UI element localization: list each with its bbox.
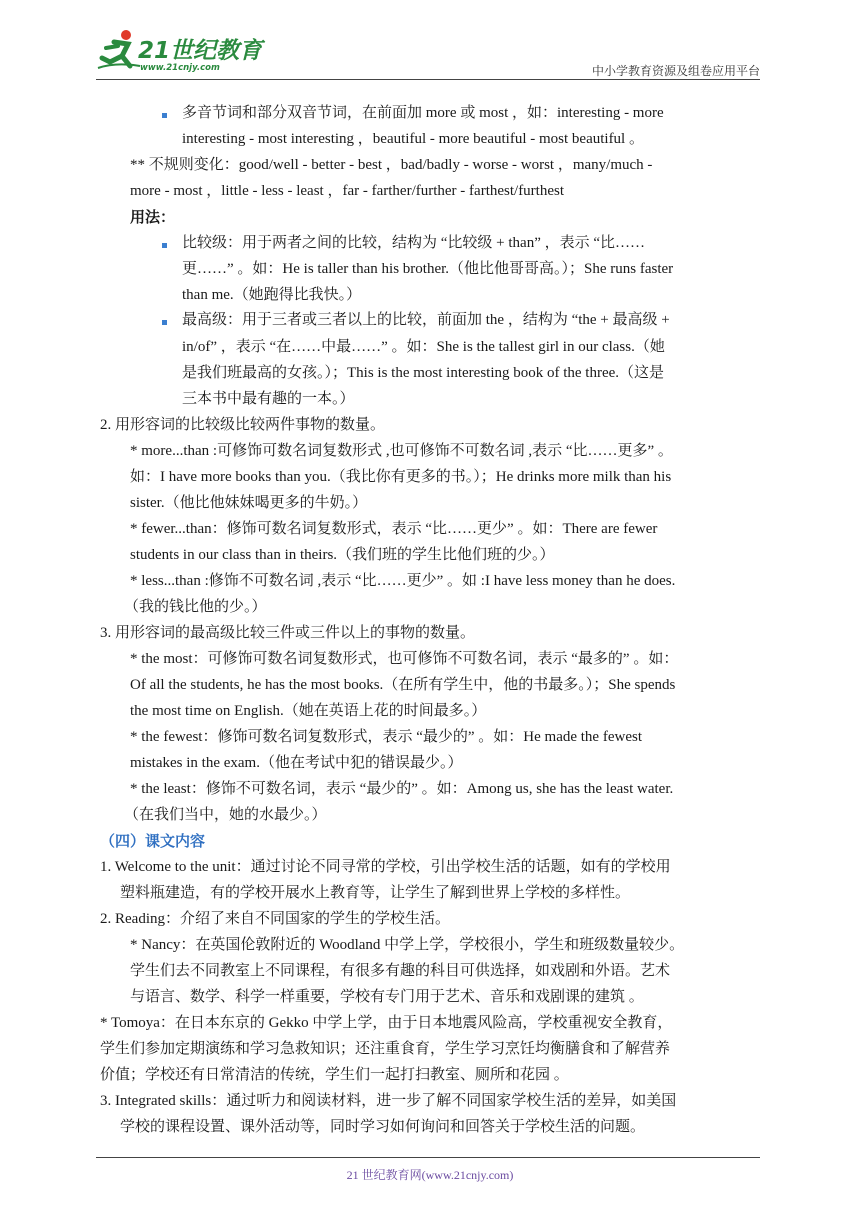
logo-url: www.21cnjy.com: [140, 63, 220, 73]
text-line: Of all the students, he has the most books.（在所有学生中，他的书最多。）；She spends: [130, 677, 676, 693]
header-divider: [96, 79, 760, 80]
bullet-icon: [162, 243, 167, 248]
text-line: 学校的课程设置、课外活动等，同时学习如何询问和回答关于学校生活的问题。: [120, 1119, 646, 1135]
text-line: 价值；学校还有日常清洁的传统，学生们一起打扫教室、厕所和花园 。: [100, 1067, 569, 1083]
text-line: * more...than :可修饰可数名词复数形式 ,也可修饰不可数名词 ,表示 “比……更多” 。: [130, 443, 673, 459]
bullet-icon: [162, 320, 167, 325]
text-line: 更……” 。如：He is taller than his brother.（他比他哥哥高。）；She runs faster: [182, 261, 674, 277]
bullet-icon: [162, 113, 167, 118]
text-line: * Tomoya：在日本东京的 Gekko 中学上学，由于日本地震风险高，学校重视安全教育，: [100, 1015, 673, 1031]
text-line: 三本书中最有趣的一本。）: [182, 391, 355, 407]
text-line: in/of” ，表示 “在……中最……” 。如：She is the tallest girl in our class.（她: [182, 339, 665, 355]
numbered-item: 2. Reading：介绍了来自不同国家的学生的学校生活。: [100, 911, 450, 927]
text-line: mistakes in the exam.（他在考试中犯的错误最少。）: [130, 755, 463, 771]
text-line: ** 不规则变化：good/well - better - best ，bad/badly - worse - worst ，many/much -: [130, 157, 653, 173]
text-line: 是我们班最高的女孩。）；This is the most interesting book of the three.（这是: [182, 365, 665, 381]
text-line: * fewer...than：修饰可数名词复数形式，表示 “比……更少” 。如：There are fewer: [130, 521, 658, 537]
text-line: （在我们当中，她的水最少。）: [124, 807, 327, 823]
page-footer: 21 世纪教育网(www.21cnjy.com): [346, 1168, 514, 1182]
header-tagline: 中小学教育资源及组卷应用平台: [591, 64, 760, 78]
footer-divider: [96, 1157, 760, 1158]
text-line: * Nancy：在英国伦敦附近的 Woodland 中学上学，学校很小，学生和班级数量较少。: [130, 937, 685, 953]
text-line: 最高级：用于三者或三者以上的比较，前面加 the ，结构为 “the + 最高级 +: [182, 312, 670, 328]
text-line: （我的钱比他的少。）: [124, 599, 267, 615]
numbered-item: 1. Welcome to the unit：通过讨论不同寻常的学校，引出学校生活的话题，如有的学校用: [100, 859, 671, 875]
numbered-item: 3. Integrated skills：通过听力和阅读材料，进一步了解不同国家学校生活的差异，如美国: [100, 1093, 677, 1109]
section-heading: （四）课文内容: [100, 832, 206, 850]
text-line: * the fewest：修饰可数名词复数形式，表示 “最少的” 。如：He made the fewest: [130, 729, 642, 745]
text-line: 比较级：用于两者之间的比较，结构为 “比较级 + than” ，表示 “比……: [182, 235, 646, 251]
numbered-item: 2. 用形容词的比较级比较两件事物的数量。: [100, 417, 386, 433]
text-line: 学生们参加定期演练和学习急救知识；还注重食育，学生学习烹饪均衡膳食和了解营养: [100, 1041, 671, 1057]
text-line: * the most：可修饰可数名词复数形式，也可修饰不可数名词，表示 “最多的” 。如：: [130, 651, 679, 667]
runner-logo-icon: [96, 28, 142, 72]
usage-heading: 用法：: [130, 208, 176, 226]
text-line: 塑料瓶建造，有的学校开展水上教育等，让学生了解到世界上学校的多样性。: [120, 885, 631, 901]
text-line: sister.（他比他妹妹喝更多的牛奶。）: [130, 495, 368, 511]
text-line: 多音节词和部分双音节词，在前面加 more 或 most ，如：interesting - more: [182, 105, 664, 121]
text-line: the most time on English.（她在英语上花的时间最多。）: [130, 703, 487, 719]
logo: [96, 28, 266, 76]
text-line: 与语言、数学、科学一样重要，学校有专门用于艺术、音乐和戏剧课的建筑 。: [130, 989, 644, 1005]
page-header: [96, 28, 760, 80]
text-line: * the least：修饰不可数名词，表示 “最少的” 。如：Among us, she has the least water.: [130, 781, 674, 797]
text-line: 如：I have more books than you.（我比你有更多的书。）；He drinks more milk than his: [130, 469, 672, 485]
text-line: interesting - most interesting ，beautiful - more beautiful - most beautiful 。: [182, 131, 644, 147]
text-line: * less...than :修饰不可数名词 ,表示 “比……更少” 。如 :I have less money than he does.: [130, 573, 676, 589]
text-line: 学生们去不同教室上不同课程，有很多有趣的科目可供选择，如戏剧和外语。艺术: [130, 963, 671, 979]
numbered-item: 3. 用形容词的最高级比较三件或三件以上的事物的数量。: [100, 625, 476, 641]
logo-text: 21世纪教育: [138, 38, 263, 64]
text-line: than me.（她跑得比我快。）: [182, 287, 362, 303]
text-line: more - most ，little - less - least ，far - farther/further - farthest/furthest: [130, 183, 565, 199]
text-line: students in our class than in theirs.（我们班的学生比他们班的少。）: [130, 547, 555, 563]
